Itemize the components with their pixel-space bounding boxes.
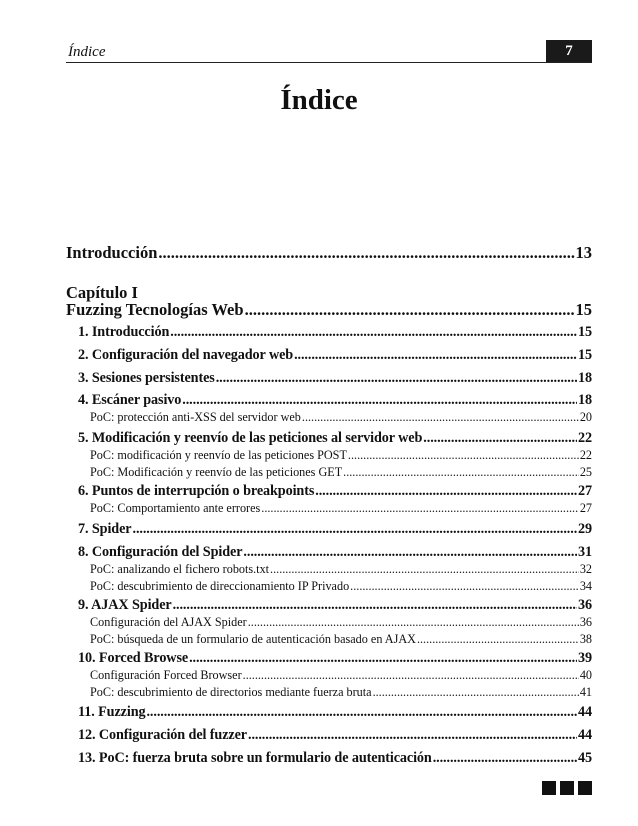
leader-dots [315,483,577,500]
toc-entry-page: 34 [579,579,592,593]
page-title: Índice [280,84,358,116]
toc-entry-text: 7. Spider [78,521,132,537]
toc-entry[interactable] [78,392,592,409]
toc-subentry[interactable] [90,501,592,516]
toc-entry-page: 18 [578,370,592,386]
toc-entry[interactable] [78,430,592,447]
header-rule [66,62,592,63]
toc-entry[interactable] [78,544,592,561]
toc-entry-page: 36 [579,615,592,629]
toc-entry-page: 25 [579,465,592,479]
toc-entry-page: 32 [579,562,592,576]
toc-entry-chapter[interactable] [66,300,592,320]
toc-entry[interactable] [78,650,592,667]
toc-subentry[interactable] [90,448,592,463]
decorative-square-icon [560,781,574,795]
toc-entry[interactable] [78,727,592,744]
toc-entry-page: 13 [575,243,592,262]
leader-dots [261,501,579,516]
leader-dots [189,650,577,667]
toc-entry-text: 3. Sesiones persistentes [78,370,215,386]
toc-entry-text: PoC: Modificación y reenvío de las peticiones GET [90,465,343,479]
toc-entry-text: 4. Escáner pasivo [78,392,182,408]
toc-entry-text: PoC: modificación y reenvío de las peticiones POST [90,448,347,462]
toc-entry-page: 44 [578,727,592,743]
decorative-square-icon [578,781,592,795]
toc-entry-text: 1. Introducción [78,324,170,340]
toc-entry-text: 8. Configuración del Spider [78,544,243,560]
toc-entry-page: 38 [579,632,592,646]
leader-dots [245,300,575,320]
toc-entry-intro[interactable] [66,243,592,263]
decorative-square-icon [542,781,556,795]
toc-entry-page: 22 [578,430,592,446]
toc-entry-page: 15 [578,324,592,340]
leader-dots [216,370,577,387]
toc-entry-text: 13. PoC: fuerza bruta sobre un formulario de autenticación [78,750,432,766]
leader-dots [248,615,579,630]
toc-entry-text: PoC: protección anti-XSS del servidor web [90,410,301,424]
toc-subentry[interactable] [90,410,592,425]
toc-entry-page: 15 [575,300,592,319]
toc-subentry[interactable] [90,668,592,683]
toc-entry-page: 39 [578,650,592,666]
leader-dots [182,392,577,409]
leader-dots [302,410,579,425]
leader-dots [294,347,577,364]
toc-entry-page: 27 [578,483,592,499]
toc-entry-page: 36 [578,597,592,613]
leader-dots [146,704,577,721]
toc-subentry[interactable] [90,615,592,630]
leader-dots [348,448,579,463]
toc-entry-text: 5. Modificación y reenvío de las peticiones al servidor web [78,430,423,446]
leader-dots [248,727,577,744]
toc-entry-page: 15 [578,347,592,363]
toc-entry-text: Configuración Forced Browser [90,668,242,682]
toc-entry[interactable] [78,704,592,721]
toc-entry-text: 9. AJAX Spider [78,597,172,613]
toc-entry-page: 27 [579,501,592,515]
toc-entry-text: PoC: Comportamiento ante errores [90,501,261,515]
leader-dots [433,750,577,767]
toc-subentry[interactable] [90,465,592,480]
toc-entry-page: 22 [579,448,592,462]
toc-entry-text: 11. Fuzzing [78,704,146,720]
toc-entry-page: 20 [579,410,592,424]
toc-entry-text: 6. Puntos de interrupción o breakpoints [78,483,315,499]
leader-dots [173,597,577,614]
toc-entry-page: 40 [579,668,592,682]
leader-dots [417,632,579,647]
chapter-label: Capítulo I [66,283,138,302]
toc-entry-text: 10. Forced Browse [78,650,189,666]
toc-subentry[interactable] [90,632,592,647]
leader-dots [158,243,574,263]
leader-dots [243,668,579,683]
toc-entry-page: 29 [578,521,592,537]
toc-entry[interactable] [78,483,592,500]
leader-dots [350,579,579,594]
leader-dots [373,685,579,700]
toc-entry-text: PoC: búsqueda de un formulario de autenticación basado en AJAX [90,632,416,646]
toc-entry-page: 41 [579,685,592,699]
toc-entry[interactable] [78,347,592,364]
leader-dots [423,430,577,447]
leader-dots [133,521,578,538]
toc-entry[interactable] [78,370,592,387]
toc-entry-text: 12. Configuración del fuzzer [78,727,248,743]
toc-entry-text: PoC: descubrimiento de directorios mediante fuerza bruta [90,685,372,699]
toc-entry-text: Fuzzing Tecnologías Web [66,300,244,319]
toc-entry-text: Configuración del AJAX Spider [90,615,247,629]
toc-entry[interactable] [78,750,592,767]
toc-entry-page: 18 [578,392,592,408]
toc-subentry[interactable] [90,685,592,700]
toc-entry-text: 2. Configuración del navegador web [78,347,294,363]
toc-entry-text: PoC: analizando el fichero robots.txt [90,562,270,576]
toc-entry-page: 45 [578,750,592,766]
toc-entry-text: Introducción [66,243,158,262]
running-header-section: Índice [68,44,106,60]
toc-entry[interactable] [78,521,592,538]
leader-dots [270,562,579,577]
toc-entry-page: 44 [578,704,592,720]
leader-dots [170,324,577,341]
toc-subentry[interactable] [90,579,592,594]
toc-entry-page: 31 [578,544,592,560]
toc-entry[interactable] [78,597,592,614]
leader-dots [243,544,577,561]
leader-dots [343,465,579,480]
page-number-badge: 7 [546,40,592,62]
toc-subentry[interactable] [90,562,592,577]
toc-entry-text: PoC: descubrimiento de direccionamiento IP Privado [90,579,350,593]
toc-entry[interactable] [78,324,592,341]
